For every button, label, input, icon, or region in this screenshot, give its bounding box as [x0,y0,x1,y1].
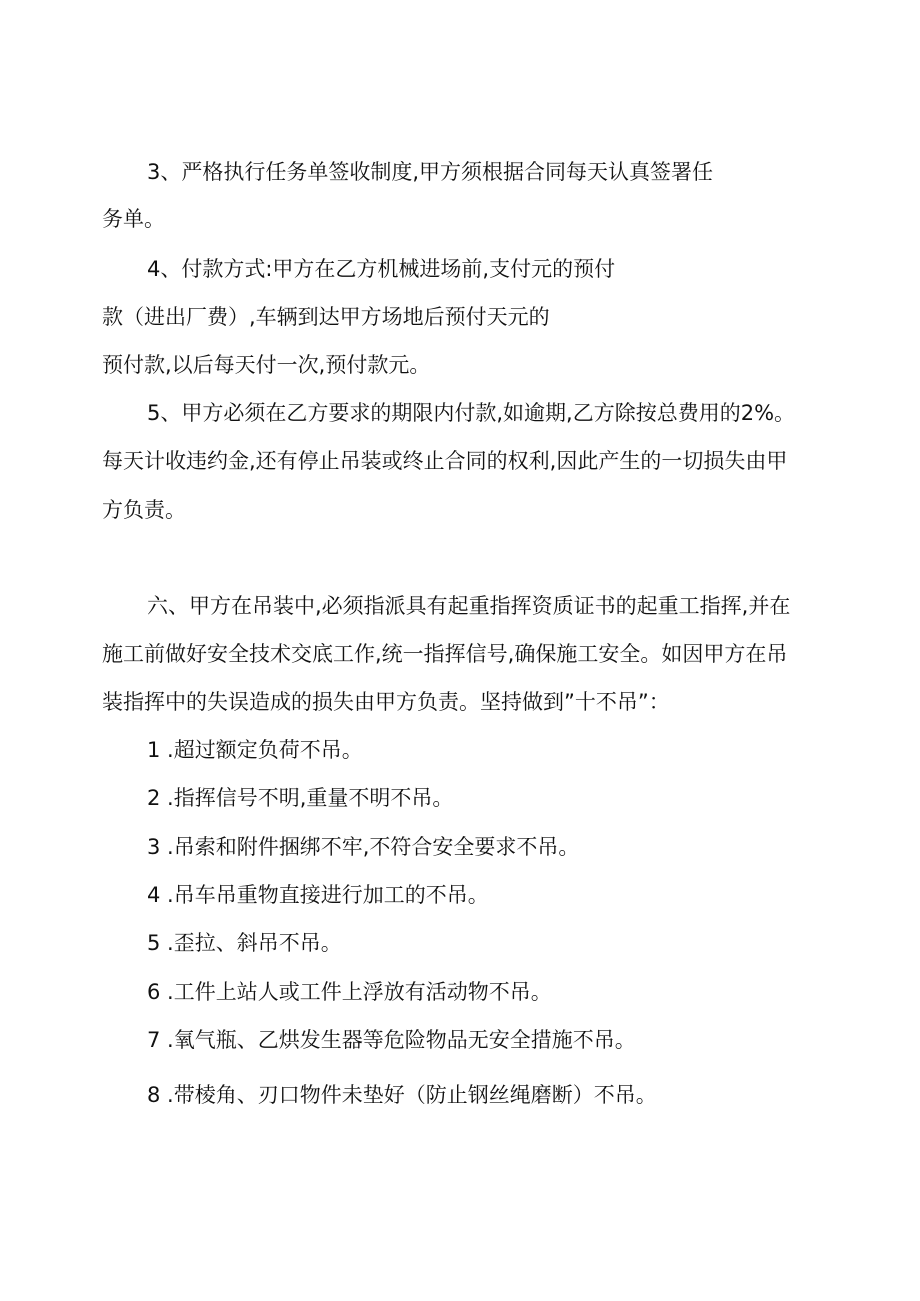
clause-5-line-3: 方负责。 [102,498,186,522]
clause-5-line-1: 5、甲方必须在乙方要求的期限内付款,如逾期,乙方除按总费用的2%。 [147,401,796,425]
clause-3-line-2: 务单。 [102,207,165,231]
section-6-line-1: 六、甲方在吊装中,必须指派具有起重指挥资质证书的起重工指挥,并在 [147,594,791,618]
clause-4-line-1: 4、付款方式:甲方在乙方机械进场前,支付元的预付 [147,257,616,281]
clause-4-line-2: 款（进出厂费）,车辆到达甲方场地后预付天元的 [102,305,550,329]
clause-5-line-2: 每天计收违约金,还有停止吊装或终止合同的权利,因此产生的一切损失由甲 [102,449,788,473]
rule-item-4: 4 .吊车吊重物直接进行加工的不吊。 [147,883,489,907]
section-6-line-2: 施工前做好安全技术交底工作,统一指挥信号,确保施工安全。如因甲方在吊 [102,642,788,666]
rule-item-7: 7 .氧气瓶、乙烘发生器等危险物品无安全措施不吊。 [147,1028,636,1052]
section-6-line-3: 装指挥中的失误造成的损失由甲方负责。坚持做到”十不吊”： [102,690,670,714]
rule-item-3: 3 .吊索和附件捆绑不牢,不符合安全要求不吊。 [147,835,580,859]
rule-item-6: 6 .工件上站人或工件上浮放有活动物不吊。 [147,980,552,1004]
rule-item-2: 2 .指挥信号不明,重量不明不吊。 [147,786,454,810]
rule-item-5: 5 .歪拉、斜吊不吊。 [147,931,342,955]
clause-4-line-3: 预付款,以后每天付一次,预付款元。 [102,353,431,377]
rule-item-1: 1 .超过额定负荷不吊。 [147,738,363,762]
clause-3-line-1: 3、严格执行任务单签收制度,甲方须根据合同每天认真签署任 [147,160,714,184]
rule-item-8: 8 .带棱角、刃口物件未垫好（防止钢丝绳磨断）不吊。 [147,1083,657,1107]
